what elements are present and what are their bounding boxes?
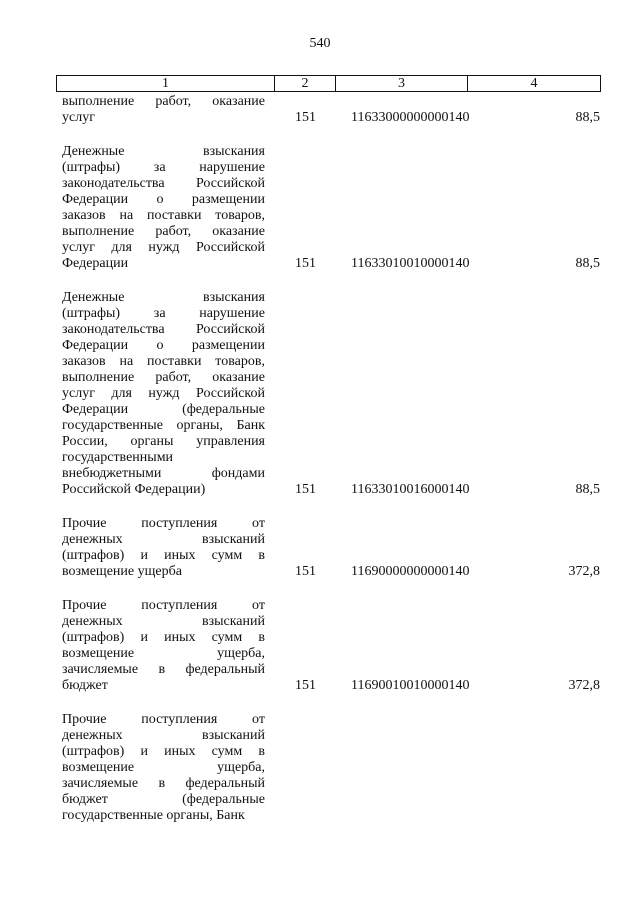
description-line: Денежные взыскания [62,144,265,159]
row-description [62,144,265,272]
description-line: выполнение работ, оказание [62,94,265,109]
description-line: государственными [62,450,174,465]
table-row [62,598,602,694]
row-code: 151 [295,482,316,497]
description-line: услуг [62,110,95,125]
row-description [62,598,265,694]
description-line: Прочие поступления от [62,712,265,727]
row-amount: 88,5 [575,110,600,125]
column-header-3: 3 [336,76,468,91]
description-line: Федерации о размещении [62,192,265,207]
column-header-2: 2 [275,76,336,91]
description-line: возмещение ущерба, [62,760,265,775]
description-line: возмещение ущерба [62,564,182,579]
description-line: денежных взысканий [62,614,265,629]
row-budget-classification-code: 11633010010000140 [351,256,470,271]
description-line: (штрафы) за нарушение [62,306,265,321]
table-row [62,712,602,824]
description-line: (штрафов) и иных сумм в [62,548,265,563]
row-code: 151 [295,678,316,693]
description-line: государственные органы, Банк [62,418,265,433]
description-line: выполнение работ, оказание [62,370,265,385]
description-line: законодательства Российской [62,322,265,337]
row-amount: 372,8 [568,564,600,579]
row-amount: 88,5 [575,482,600,497]
description-line: бюджет (федеральные [62,792,265,807]
row-code: 151 [295,256,316,271]
description-line: возмещение ущерба, [62,646,265,661]
row-budget-classification-code: 11690000000000140 [351,564,470,579]
column-header-4: 4 [530,76,538,91]
description-line: (штрафы) за нарушение [62,160,265,175]
description-line: внебюджетными фондами [62,466,265,481]
row-description [62,712,265,824]
row-budget-classification-code: 11633000000000140 [351,110,470,125]
description-line: заказов на поставки товаров, [62,354,265,369]
page-number: 540 [309,36,331,51]
description-line: услуг для нужд Российской [62,240,265,255]
description-line: (штрафов) и иных сумм в [62,630,265,645]
description-line: Федерации [62,256,129,271]
table-header [56,75,601,92]
description-line: государственные органы, Банк [62,808,245,823]
row-code: 151 [295,110,316,125]
description-line: денежных взысканий [62,728,265,743]
row-description [62,290,265,498]
row-description [62,94,265,126]
description-line: (штрафов) и иных сумм в [62,744,265,759]
description-line: законодательства Российской [62,176,265,191]
description-line: заказов на поставки товаров, [62,208,265,223]
description-line: Российской Федерации) [62,482,206,497]
description-line: Федерации о размещении [62,338,265,353]
row-amount: 88,5 [575,256,600,271]
description-line: Федерации (федеральные [62,402,265,417]
table-body [62,94,602,842]
description-line: бюджет [62,678,108,693]
table-row [62,144,602,272]
table-row [62,94,602,126]
row-budget-classification-code: 11690010010000140 [351,678,470,693]
description-line: услуг для нужд Российской [62,386,265,401]
row-budget-classification-code: 11633010016000140 [351,482,470,497]
table-row [62,516,602,580]
description-line: России, органы управления [62,434,265,449]
description-line: Прочие поступления от [62,516,265,531]
description-line: денежных взысканий [62,532,265,547]
description-line: зачисляемые в федеральный [62,776,265,791]
description-line: Денежные взыскания [62,290,265,305]
row-amount: 372,8 [568,678,600,693]
row-code: 151 [295,564,316,579]
description-line: Прочие поступления от [62,598,265,613]
description-line: выполнение работ, оказание [62,224,265,239]
description-line: зачисляемые в федеральный [62,662,265,677]
table-row [62,290,602,498]
column-header-1: 1 [57,76,275,91]
row-description [62,516,265,580]
